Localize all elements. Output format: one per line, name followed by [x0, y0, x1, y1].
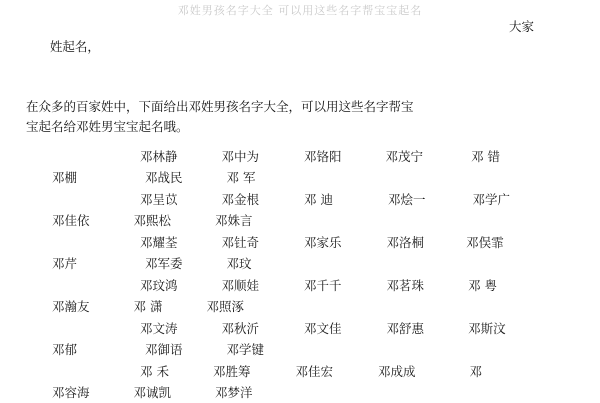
name-item: 邓胜筹 [212, 364, 251, 379]
name-row [26, 361, 574, 382]
intro-line-1 [26, 17, 574, 97]
name-item: 邓烩一 [388, 192, 426, 207]
name-item: 邓顺娃 [221, 278, 260, 293]
faint-header-line: 邓姓男孩名字大全 可以用这些名字帮宝宝起名 [177, 4, 423, 17]
name-row [26, 232, 574, 253]
name-row [26, 210, 574, 231]
name-item: 邓铬阳 [304, 149, 342, 164]
name-group [26, 275, 574, 317]
intro-line-1-tail: 大家 [508, 19, 534, 34]
name-item: 邓棚 [52, 170, 78, 185]
name-item: 邓钍奇 [221, 235, 260, 250]
name-row [26, 296, 574, 317]
name-item: 邓茂宁 [385, 149, 424, 164]
name-group [26, 361, 574, 403]
name-item: 邓诚凯 [133, 385, 172, 400]
name-item: 邓梦洋 [215, 385, 253, 400]
name-item: 邓呈苡 [140, 192, 178, 207]
name-item: 邓熙松 [133, 213, 172, 228]
name-item: 邓秋沂 [221, 321, 260, 336]
intro-line-3: 宝起名给邓姓男宝宝起名哦。 [26, 119, 189, 134]
name-item: 邓玟鸿 [140, 278, 178, 293]
name-list [26, 146, 574, 403]
name-item: 邓战民 [145, 170, 183, 185]
intro-line-2: 在众多的百家姓中，下面给出邓姓男孩名字大全，可以用这些名字帮宝 [26, 99, 414, 114]
name-item: 邓郁 [52, 342, 78, 357]
name-item: 邓芹 [52, 256, 78, 271]
name-item: 邓茗珠 [386, 278, 425, 293]
name-item: 邓千千 [304, 278, 342, 293]
name-group [26, 232, 574, 274]
name-row [26, 167, 574, 188]
name-group [26, 318, 574, 360]
name-item: 邓家乐 [304, 235, 342, 250]
name-row [26, 146, 574, 167]
name-item: 邓瀚友 [52, 299, 90, 314]
name-row [26, 318, 574, 339]
name-item: 邓 错 [471, 149, 501, 164]
name-item: 邓斯汶 [468, 321, 506, 336]
name-item: 邓金根 [221, 192, 260, 207]
name-item: 邓御语 [145, 342, 183, 357]
name-item: 邓文涛 [140, 321, 178, 336]
name-item: 邓俣霏 [466, 235, 504, 250]
name-item: 邓玟 [226, 256, 252, 271]
name-item: 邓 军 [226, 170, 256, 185]
name-item: 邓照涿 [206, 299, 245, 314]
intro-paragraph [26, 17, 574, 137]
name-item: 邓学广 [472, 192, 511, 207]
name-item: 邓学键 [226, 342, 265, 357]
name-item: 邓姝言 [215, 213, 253, 228]
name-item: 邓耀荃 [140, 235, 178, 250]
name-row [26, 253, 574, 274]
name-item: 邓洛桐 [386, 235, 425, 250]
name-item: 邓文佳 [304, 321, 342, 336]
name-item: 邓林静 [140, 149, 178, 164]
name-row [26, 339, 574, 360]
name-item: 邓佳宏 [295, 364, 334, 379]
name-item: 邓舒惠 [386, 321, 425, 336]
name-item: 邓 潇 [133, 299, 163, 314]
name-row [26, 275, 574, 296]
name-item: 邓 迪 [304, 192, 334, 207]
name-item: 邓成成 [378, 364, 416, 379]
name-group [26, 146, 574, 188]
name-item: 邓 粤 [468, 278, 498, 293]
name-item: 邓中为 [221, 149, 260, 164]
name-item: 邓军委 [145, 256, 183, 271]
name-item: 邓 禾 [140, 364, 169, 379]
name-item: 邓容海 [52, 385, 90, 400]
name-group [26, 189, 574, 231]
name-row [26, 189, 574, 210]
name-item: 邓 [469, 364, 483, 379]
intro-line-1-text: 姓起名， [49, 39, 100, 54]
name-item: 邓佳依 [52, 213, 90, 228]
